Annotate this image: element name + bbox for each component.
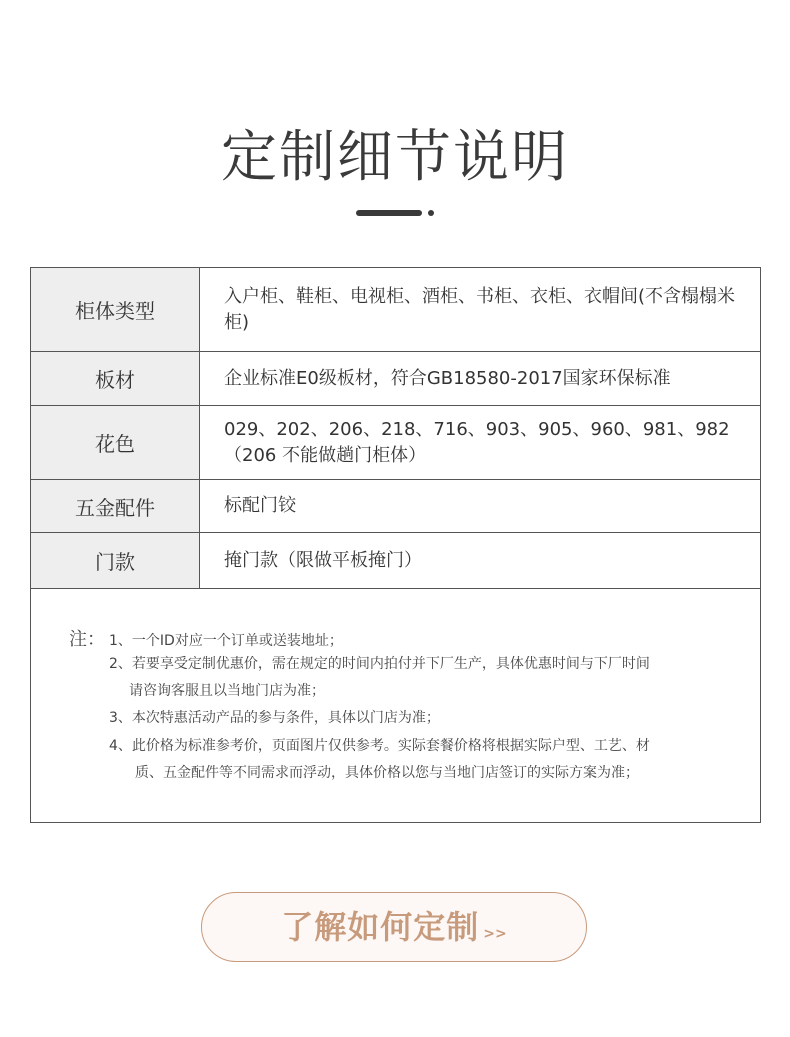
row-label-hardware: 五金配件 [31, 480, 200, 533]
table-row [31, 352, 761, 406]
title-divider [356, 210, 436, 216]
notes-prefix: 注： [69, 629, 105, 650]
double-chevron-right-icon: >> [483, 926, 507, 942]
row-value-hardware: 标配门铰 [200, 480, 761, 533]
row-label-board: 板材 [31, 352, 200, 406]
note-2-cont: 请咨询客服且以当地门店为准； [129, 683, 325, 699]
row-value-door-style: 掩门款（限做平板掩门） [200, 533, 761, 589]
row-value-cabinet-type: 入户柜、鞋柜、电视柜、酒柜、书柜、衣柜、衣帽间(不含榻榻米柜) [200, 268, 761, 352]
divider-dot [428, 210, 434, 216]
note-4-cont: 质、五金配件等不同需求而浮动，具体价格以您与当地门店签订的实际方案为准； [135, 765, 639, 781]
page-title: 定制细节说明 [221, 125, 569, 190]
note-2: 2、若要享受定制优惠价，需在规定的时间内拍付并下厂生产，具体优惠时间与下厂时间 [109, 656, 650, 672]
row-label-cabinet-type: 柜体类型 [31, 268, 200, 352]
notes-box [30, 588, 761, 823]
table-row [31, 533, 761, 589]
row-label-door-style: 门款 [31, 533, 200, 589]
row-value-board: 企业标准E0级板材，符合GB18580-2017国家环保标准 [200, 352, 761, 406]
row-label-color: 花色 [31, 406, 200, 480]
learn-customize-button[interactable] [201, 892, 587, 962]
row-value-color: 029、202、206、218、716、903、905、960、981、982（206 不能做趟门柜体） [200, 406, 761, 480]
table-row [31, 406, 761, 480]
note-3: 3、本次特惠活动产品的参与条件，具体以门店为准； [109, 710, 440, 726]
cta-label: 了解如何定制 [281, 908, 480, 946]
table-row [31, 268, 761, 352]
spec-table [30, 267, 761, 589]
table-row [31, 480, 761, 533]
note-1: 1、一个ID对应一个订单或送装地址； [109, 633, 343, 649]
note-4: 4、此价格为标准参考价，页面图片仅供参考。实际套餐价格将根据实际户型、工艺、材 [109, 738, 650, 754]
divider-bar [356, 210, 422, 216]
